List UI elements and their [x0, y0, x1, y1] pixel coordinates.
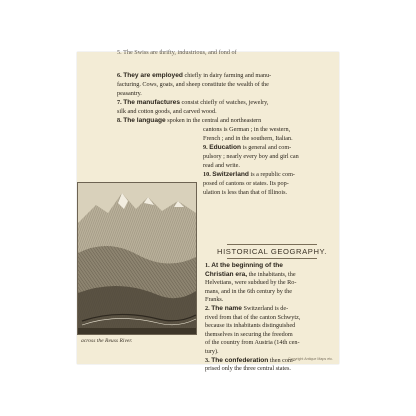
body-text: peasantry.	[117, 90, 142, 97]
body-text: mans, and in the 6th century by the	[205, 287, 292, 295]
text-line	[203, 144, 291, 152]
text-line	[205, 305, 288, 313]
paragraph-number: 3.	[205, 356, 212, 364]
body-text: pulsory ; nearly every boy and girl can	[203, 153, 299, 160]
text-line	[205, 348, 219, 356]
text-line	[203, 171, 295, 179]
text-line	[203, 180, 289, 188]
body-text: because its inhabitants distinguished	[205, 322, 296, 330]
text-line	[205, 331, 293, 339]
body-text: consist chiefly of watches, jewelry,	[179, 99, 269, 106]
text-line	[205, 271, 296, 279]
bold-term: The manufactures	[123, 99, 180, 106]
body-text: then com-	[268, 356, 295, 364]
paragraph-number: 8.	[117, 117, 124, 124]
text-line	[205, 322, 295, 330]
cut-off-top-line	[117, 49, 297, 60]
body-text: spoken in the central and northeastern	[165, 117, 262, 124]
top-cut-text: 5. The Swiss are thrifty, industrious, and fond of	[117, 49, 237, 56]
body-text: read and write.	[203, 162, 240, 169]
document-page	[77, 49, 339, 373]
body-text: cantons is German ; in the western,	[203, 126, 291, 133]
text-line	[203, 126, 290, 134]
text-line	[205, 339, 300, 347]
paragraph-number: 1.	[205, 262, 212, 269]
body-text: Helvetians, were subdued by the Ro-	[205, 279, 297, 287]
body-text: prised only the three central states.	[205, 365, 291, 373]
paragraph-number: 7.	[117, 99, 124, 106]
body-text: rived from that of the canton Schwytz,	[205, 313, 301, 321]
text-line	[205, 262, 283, 270]
paragraph-number: 2.	[205, 305, 212, 312]
paragraph-number: 6.	[117, 72, 124, 79]
bold-term: The confederation	[211, 356, 269, 364]
text-line	[203, 135, 293, 143]
body-text: the inhabitants, the	[247, 270, 296, 278]
body-text: Franks.	[205, 296, 224, 304]
text-line	[205, 357, 295, 365]
body-text: tury).	[205, 348, 219, 355]
text-line	[203, 153, 299, 161]
bold-term: Christian era,	[205, 270, 248, 278]
text-line	[117, 81, 269, 89]
text-line	[117, 99, 268, 107]
text-line	[117, 90, 142, 98]
bold-term: At the beginning of the	[211, 262, 283, 269]
paragraph-number: 10.	[203, 171, 213, 178]
body-text: facturing. Cows, goats, and sheep constitute the wealth of the	[117, 81, 269, 88]
copyright-note: Copyright Antique Maps etc.	[288, 357, 333, 361]
figure-caption: across the Reuss River.	[81, 338, 133, 344]
text-line	[205, 296, 223, 304]
text-line	[203, 189, 287, 197]
text-line	[117, 117, 261, 125]
text-line	[203, 162, 240, 170]
text-line	[117, 72, 271, 80]
bold-term: The language	[123, 117, 166, 124]
body-text: posed of cantons or states. Its pop-	[203, 180, 289, 187]
body-text: silk and cotton goods, and carved wood.	[117, 108, 217, 115]
body-text: is a republic com-	[248, 171, 295, 178]
bold-term: Education	[209, 144, 242, 151]
paragraph-number: 9.	[203, 144, 210, 151]
text-line	[117, 108, 217, 116]
body-text: Switzerland is de-	[241, 305, 289, 312]
body-text: of the country from Austria (14th cen-	[205, 339, 300, 347]
text-line	[205, 288, 292, 296]
text-line	[205, 314, 300, 322]
body-text: chiefly in dairy farming and manu-	[182, 72, 272, 79]
text-line	[205, 365, 291, 373]
section-heading: HISTORICAL GEOGRAPHY.	[217, 247, 327, 256]
body-text: French ; and in the southern, Italian.	[203, 135, 293, 142]
bold-term: The name	[211, 305, 242, 312]
bold-term: They are employed	[123, 72, 183, 79]
text-line	[205, 279, 296, 287]
body-text: is general and com-	[241, 144, 292, 151]
mountain-engraving-illustration	[77, 182, 197, 335]
body-text: ulation is less than that of Illinois.	[203, 189, 288, 196]
body-text: themselves in securing the freedom	[205, 330, 293, 338]
bold-term: Switzerland	[212, 171, 249, 178]
